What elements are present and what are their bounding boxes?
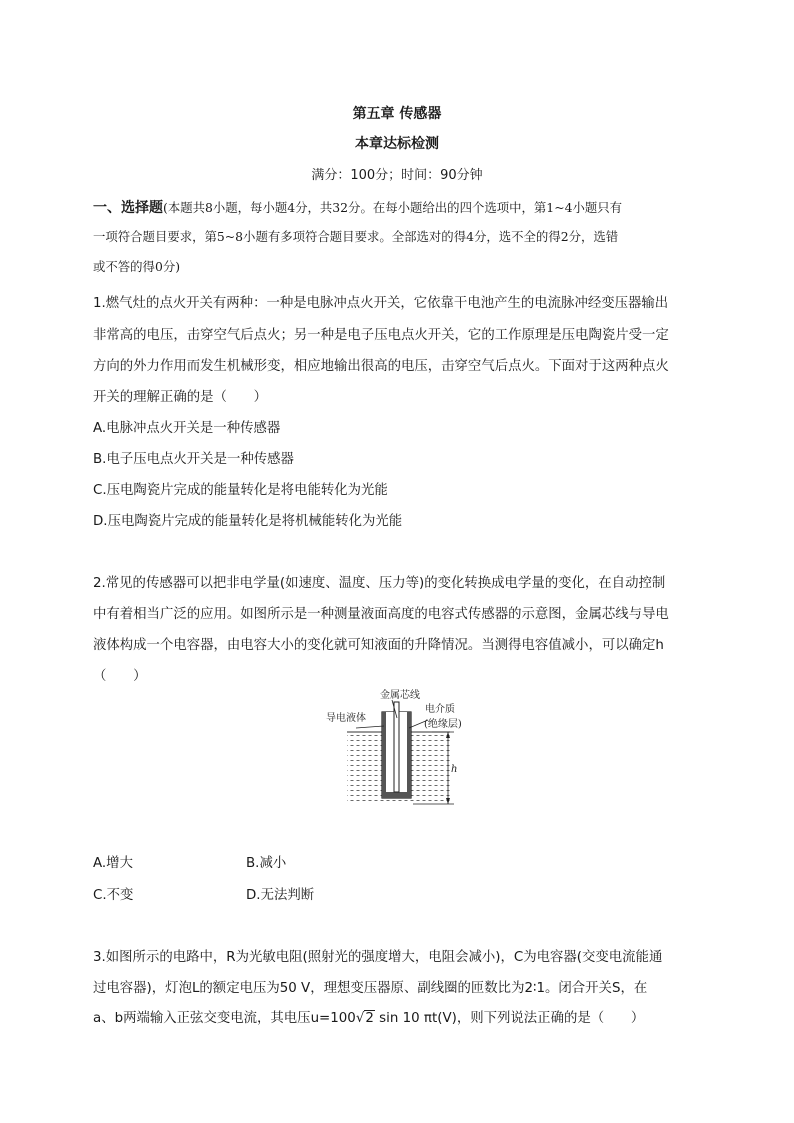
q2-option-c: C.不变: [93, 888, 134, 903]
label-metal-core: 金属芯线: [380, 690, 420, 701]
tube-wall-left: [382, 712, 386, 798]
sqrt-radicand: 2: [365, 1011, 374, 1026]
section1-note-1: (本题共8小题，每小题4分，共32分。在每小题给出的四个选项中，第1~4小题只有: [163, 200, 623, 215]
section1-note-3: 或不答的得0分): [93, 259, 181, 274]
sqrt-expression: √2: [355, 1011, 374, 1026]
q2-option-b: B.减小: [246, 856, 287, 871]
exam-meta: 满分：100分；时间：90分钟: [311, 168, 483, 183]
q1-option-c: C.压电陶瓷片完成的能量转化是将电能转化为光能: [93, 483, 388, 498]
q1-option-b: B.电子压电点火开关是一种传感器: [93, 452, 294, 467]
section1-heading-line: [93, 197, 622, 217]
q3-line3-pre: a、b两端输入正弦交变电流，其电压u=100: [93, 1011, 356, 1026]
chapter-title: 第五章 传感器: [352, 106, 442, 122]
label-h: h: [451, 764, 458, 775]
q1-stem-line-1: 1.燃气灶的点火开关有两种：一种是电脉冲点火开关，它依靠干电池产生的电流脉冲经变压器输出: [93, 296, 669, 311]
q1-option-d: D.压电陶瓷片完成的能量转化是将机械能转化为光能: [93, 514, 403, 529]
liquid-leader-line: [356, 726, 384, 728]
q2-option-a: A.增大: [93, 856, 133, 871]
label-insulation: (绝缘层): [424, 719, 462, 730]
q2-stem-line-1: 2.常见的传感器可以把非电学量(如速度、温度、压力等)的变化转换成电学量的变化，在自动控制: [93, 576, 666, 591]
q2-stem-line-4: （ ）: [93, 669, 147, 684]
q2-stem-line-2: 中有着相当广泛的应用。如图所示是一种测量液面高度的电容式传感器的示意图，金属芯线与导电: [93, 607, 669, 622]
q3-stem-line-1: 3.如图所示的电路中，R为光敏电阻(照射光的强度增大，电阻会减小)，C为电容器(交变电流能通: [93, 950, 663, 965]
section1-note-2: 一项符合题目要求，第5~8小题有多项符合题目要求。全部选对的得4分，选不全的得2分，选错: [93, 229, 619, 244]
q3-stem-line-3: [93, 1007, 644, 1026]
section1-heading: 一、选择题: [93, 200, 163, 216]
q1-stem-line-3: 方向的外力作用而发生机械形变，相应地输出很高的电压，击穿空气后点火。下面对于这两种点火: [93, 359, 669, 374]
label-conductive-liquid: 导电液体: [326, 713, 366, 724]
q2-stem-line-3: 液体构成一个电容器，由电容大小的变化就可知液面的升降情况。当测得电容值减小，可以确定h: [93, 638, 664, 653]
tube-wall-right: [407, 712, 411, 798]
q3-line3-post: sin 10 πt(V)，则下列说法正确的是（ ）: [374, 1011, 645, 1026]
q1-stem-line-2: 非常高的电压，击穿空气后点火；另一种是电子压电点火开关，它的工作原理是压电陶瓷片受一定: [93, 328, 669, 343]
tube-bottom: [382, 792, 411, 798]
capacitive-sensor-diagram: [320, 688, 480, 808]
label-dielectric: 电介质: [425, 704, 455, 715]
q3-stem-line-2: 过电容器)，灯泡L的额定电压为50 V，理想变压器原、副线圈的匝数比为2∶1。闭合开关S，在: [93, 981, 648, 996]
q1-stem-line-4: 开关的理解正确的是（ ）: [93, 390, 268, 405]
q2-option-d: D.无法判断: [246, 888, 315, 903]
q1-option-a: A.电脉冲点火开关是一种传感器: [93, 421, 281, 436]
section-subtitle: 本章达标检测: [355, 136, 439, 152]
